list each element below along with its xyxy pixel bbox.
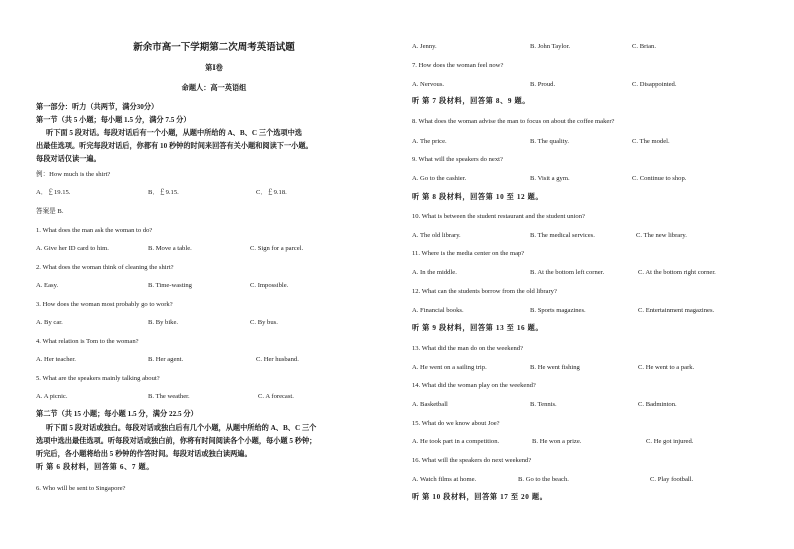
- option-a: A. Basketball: [412, 401, 448, 408]
- material-heading: 听 第 6 段材料，回答第 6、7 题。: [36, 463, 155, 471]
- section1-instruction-line: 听下面 5 段对话。每段对话后有一个小题，从题中所给的 A、B、C 三个选项中选: [46, 129, 302, 137]
- example-option-b: B．￡9.15.: [148, 189, 179, 196]
- question-text: 7. How does the woman feel now?: [412, 62, 504, 69]
- section1-instruction-line: 每段对话仅读一遍。: [36, 155, 101, 163]
- option-b: B. He went fishing: [530, 364, 580, 371]
- option-b: B. Proud.: [530, 81, 556, 88]
- option-c: C. He got injured.: [646, 438, 694, 445]
- example-answer: 答案是 B.: [36, 208, 64, 215]
- question-text: 5. What are the speakers mainly talking about?: [36, 375, 160, 382]
- section2-instruction-line: 选项中选出最佳选项。听每段对话或独白前，你将有时间阅读各个小题，每小题 5 秒钟；: [36, 437, 317, 445]
- option-c: C. Disappointed.: [632, 81, 677, 88]
- option-b: B. Go to the beach.: [518, 476, 569, 483]
- question-text: 4. What relation is Tom to the woman?: [36, 338, 139, 345]
- option-a: A. Jenny.: [412, 43, 437, 50]
- option-a: A. A picnic.: [36, 393, 68, 400]
- example-option-c: C．￡9.18.: [256, 189, 287, 196]
- question-text: 9. What will the speakers do next?: [412, 156, 503, 163]
- option-a: A. Give her ID card to him.: [36, 245, 109, 252]
- section2-instruction-line: 听完后，各小题将给出 5 秒钟的作答时间。每段对话或独白读两遍。: [36, 450, 252, 458]
- option-c: C. Sign for a parcel.: [250, 245, 304, 252]
- option-c: C. He went to a park.: [638, 364, 695, 371]
- option-c: C. Entertainment magazines.: [638, 307, 715, 314]
- option-b: B. Tennis.: [530, 401, 557, 408]
- option-c: C. By bus.: [250, 319, 278, 326]
- option-c: C. Play football.: [650, 476, 694, 483]
- material-heading: 听 第 10 段材料，回答第 17 至 20 题。: [412, 493, 548, 501]
- option-a: A. Watch films at home.: [412, 476, 477, 483]
- part1-heading: 第一部分：听力（共两节，满分30分）: [36, 103, 159, 111]
- option-b: B. Her agent.: [148, 356, 184, 363]
- option-b: B. The weather.: [148, 393, 190, 400]
- option-a: A. By car.: [36, 319, 63, 326]
- option-a: A. Easy.: [36, 282, 59, 289]
- exam-title: 新余市高一下学期第二次周考英语试题: [133, 43, 295, 53]
- question-text: 12. What can the students borrow from the old library?: [412, 288, 557, 295]
- option-a: A. He took part in a competition.: [412, 438, 500, 445]
- option-b: B. The quality.: [530, 138, 570, 145]
- option-b: B. Move a table.: [148, 245, 192, 252]
- option-a: A. Financial books.: [412, 307, 464, 314]
- question-text: 1. What does the man ask the woman to do?: [36, 227, 153, 234]
- option-c: C. A forecast.: [258, 393, 294, 400]
- option-a: A. He went on a sailing trip.: [412, 364, 487, 371]
- section1-heading: 第一节（共 5 小题；每小题 1.5 分，满分 7.5 分）: [36, 116, 191, 124]
- option-c: C. Continue to shop.: [632, 175, 687, 182]
- option-b: B. By bike.: [148, 319, 179, 326]
- section2-instruction-line: 听下面 5 段对话或独白。每段对话或独白后有几个小题，从题中所给的 A、B、C 三个: [46, 424, 317, 432]
- option-a: A. Go to the cashier.: [412, 175, 467, 182]
- question-text: 14. What did the woman play on the weekend?: [412, 382, 536, 389]
- option-c: C. At the bottom right corner.: [638, 269, 716, 276]
- material-heading: 听 第 9 段材料，回答第 13 至 16 题。: [412, 324, 544, 332]
- option-b: B. John Taylor.: [530, 43, 571, 50]
- question-text: 3. How does the woman most probably go to work?: [36, 301, 173, 308]
- example-option-a: A．￡19.15.: [36, 189, 71, 196]
- question-text: 2. What does the woman think of cleaning the shirt?: [36, 264, 174, 271]
- option-c: C. Badminton.: [638, 401, 677, 408]
- material-heading: 听 第 8 段材料，回答第 10 至 12 题。: [412, 193, 544, 201]
- option-a: A. Nervous.: [412, 81, 445, 88]
- example-question: 例：How much is the shirt?: [36, 171, 111, 178]
- option-b: B. The medical services.: [530, 232, 595, 239]
- author-line: 命题人：高一英语组: [181, 84, 247, 92]
- question-text: 13. What did the man do on the weekend?: [412, 345, 524, 352]
- question-text: 16. What will the speakers do next weekend?: [412, 457, 532, 464]
- option-c: C. Impossible.: [250, 282, 289, 289]
- question-text: 15. What do we know about Joe?: [412, 420, 500, 427]
- option-b: B. At the bottom left corner.: [530, 269, 605, 276]
- option-a: A. The price.: [412, 138, 447, 145]
- question-text: 10. What is between the student restaurant and the student union?: [412, 213, 585, 220]
- option-c: C. Her husband.: [256, 356, 299, 363]
- question-text: 11. Where is the media center on the map?: [412, 250, 525, 257]
- option-c: C. Brian.: [632, 43, 656, 50]
- material-heading: 听 第 7 段材料，回答第 8、9 题。: [412, 97, 531, 105]
- question-text: 8. What does the woman advise the man to focus on about the coffee maker?: [412, 118, 615, 125]
- option-a: A. Her teacher.: [36, 356, 76, 363]
- option-c: C. The new library.: [636, 232, 687, 239]
- section2-heading: 第二节（共 15 小题；每小题 1.5 分，满分 22.5 分）: [36, 410, 198, 418]
- option-b: B. Visit a gym.: [530, 175, 570, 182]
- option-a: A. In the middle.: [412, 269, 457, 276]
- volume-label: 第Ⅰ卷: [205, 64, 223, 72]
- option-b: B. Time-wasting: [148, 282, 192, 289]
- option-a: A. The old library.: [412, 232, 461, 239]
- option-b: B. He won a prize.: [532, 438, 582, 445]
- section1-instruction-line: 出最佳选项。听完每段对话后，你都有 10 秒钟的时间来回答有关小题和阅读下一小题。: [36, 142, 313, 150]
- option-c: C. The model.: [632, 138, 670, 145]
- option-b: B. Sports magazines.: [530, 307, 586, 314]
- question-text: 6. Who will be sent to Singapore?: [36, 485, 126, 492]
